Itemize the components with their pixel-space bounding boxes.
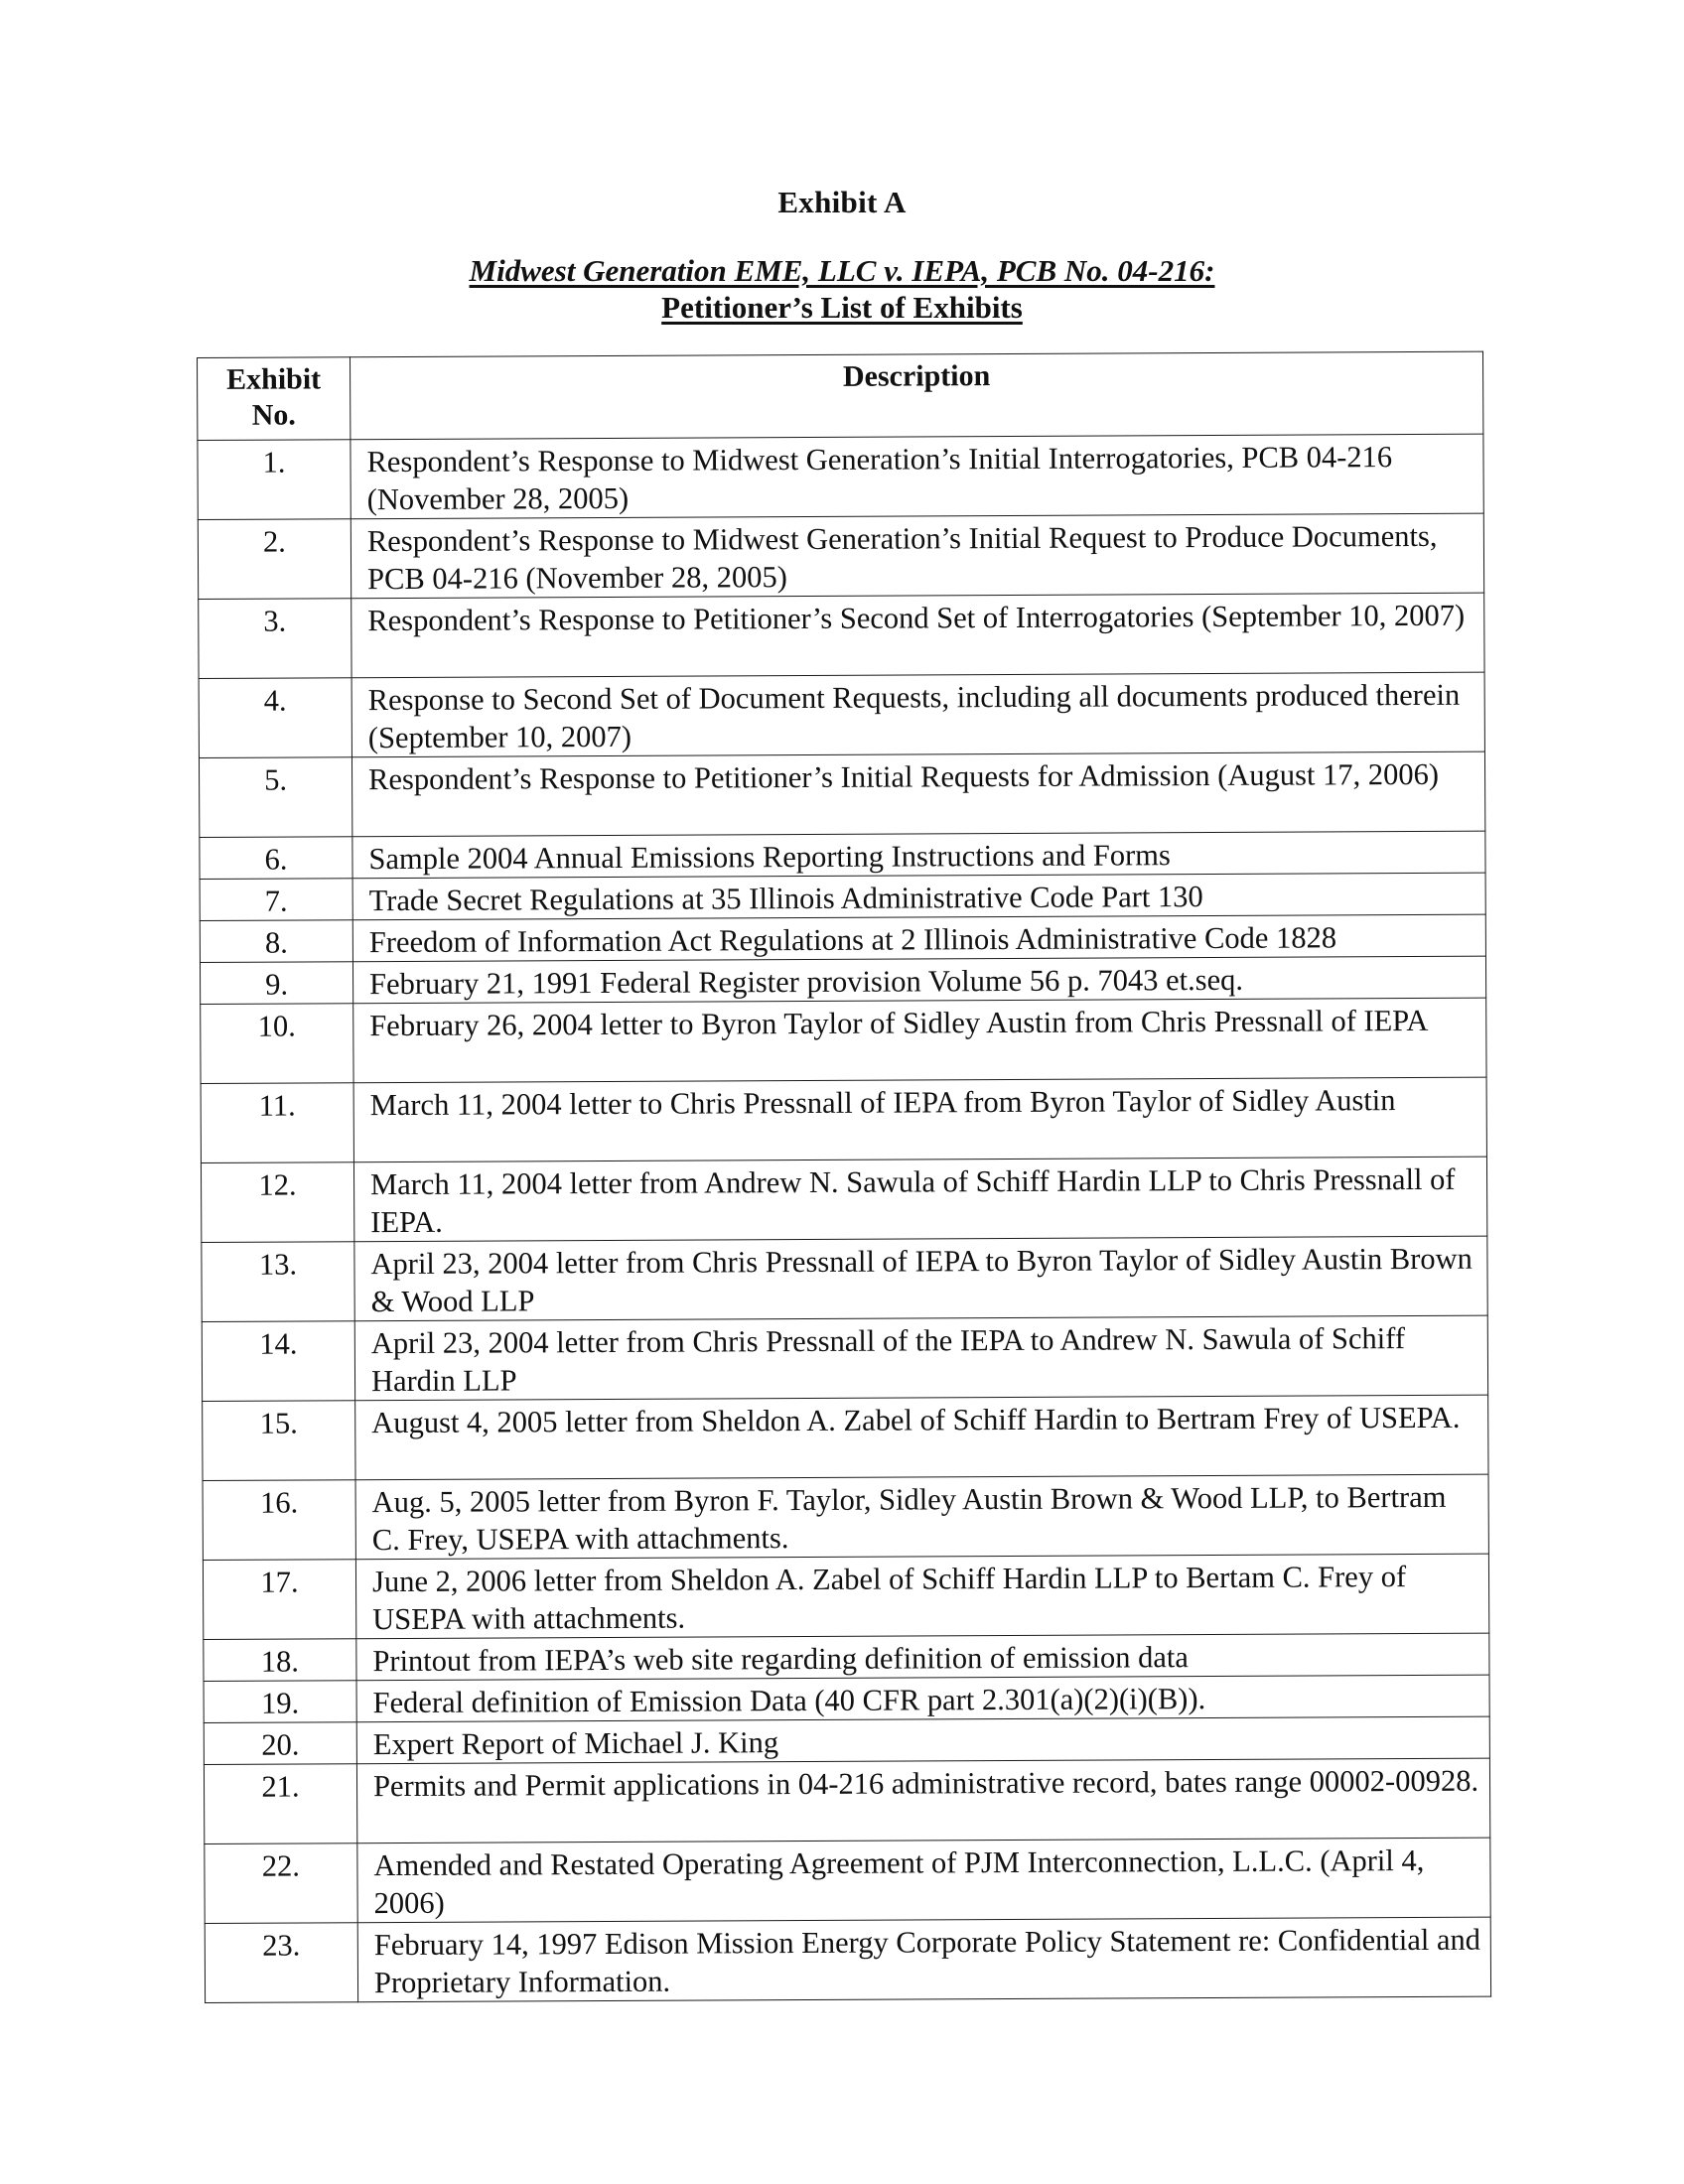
table-row — [199, 751, 1484, 837]
exhibit-number: 19. — [204, 1681, 356, 1723]
table-row — [200, 831, 1485, 879]
exhibit-number: 17. — [203, 1560, 355, 1640]
exhibit-number: 9. — [200, 962, 352, 1005]
table-row — [200, 956, 1485, 1004]
table-row — [198, 434, 1483, 519]
exhibit-description: April 23, 2004 letter from Chris Pressnall of the IEPA to Andrew N. Sawula of Schiff Hardin LLP — [354, 1315, 1487, 1401]
table-header-row — [198, 351, 1483, 440]
table-row — [201, 998, 1486, 1083]
table-row — [202, 1315, 1487, 1401]
exhibit-description: Federal definition of Emission Data (40 CFR part 2.301(a)(2)(i)(B)). — [356, 1675, 1489, 1722]
exhibit-description: Respondent’s Response to Petitioner’s Initial Requests for Admission (August 17, 2006) — [351, 751, 1484, 837]
exhibit-number: 3. — [199, 599, 351, 679]
table-row — [205, 1917, 1490, 2002]
exhibit-description: August 4, 2005 letter from Sheldon A. Zabel of Schiff Hardin to Bertram Frey of USEPA. — [355, 1395, 1488, 1480]
exhibit-number: 20. — [204, 1722, 356, 1765]
exhibit-number: 13. — [202, 1242, 354, 1322]
exhibit-description: March 11, 2004 letter to Chris Pressnall of IEPA from Byron Taylor of Sidley Austin — [353, 1077, 1486, 1162]
exhibit-number: 12. — [201, 1162, 353, 1243]
exhibit-description: February 21, 1991 Federal Register provision Volume 56 p. 7043 et.seq. — [352, 956, 1485, 1004]
exhibit-title: Exhibit A — [777, 185, 907, 219]
exhibits-table — [197, 351, 1491, 2003]
table-row — [204, 1675, 1489, 1722]
table-row — [200, 914, 1485, 962]
exhibit-description: Aug. 5, 2005 letter from Byron F. Taylor, Sidley Austin Brown & Wood LLP, to Bertram C. Frey, USEPA with attachments. — [355, 1474, 1488, 1560]
exhibit-number: 22. — [205, 1843, 357, 1924]
exhibit-description: Respondent’s Response to Petitioner’s Second Set of Interrogatories (September 10, 2007) — [351, 593, 1484, 678]
table-row — [203, 1395, 1488, 1480]
exhibit-rows — [198, 434, 1491, 2002]
exhibit-description: Sample 2004 Annual Emissions Reporting Instructions and Forms — [352, 831, 1485, 879]
exhibit-number: 18. — [204, 1639, 356, 1682]
table-row — [199, 672, 1484, 757]
exhibit-number: 8. — [200, 920, 352, 963]
table-row — [203, 1474, 1488, 1560]
exhibit-description: March 11, 2004 letter from Andrew N. Sawula of Schiff Hardin LLP to Chris Pressnall of IEPA. — [353, 1157, 1486, 1242]
table-row — [202, 1236, 1487, 1321]
exhibit-description: February 26, 2004 letter to Byron Taylor of Sidley Austin from Chris Pressnall of IEPA — [353, 998, 1486, 1083]
exhibit-description: Freedom of Information Act Regulations at 2 Illinois Administrative Code 1828 — [352, 914, 1485, 962]
exhibit-description: Amended and Restated Operating Agreement of PJM Interconnection, L.L.C. (April 4, 2006) — [357, 1838, 1490, 1923]
exhibit-description: Response to Second Set of Document Requests, including all documents produced therein (September 10, 2007) — [351, 672, 1484, 757]
table-row — [205, 1838, 1490, 1923]
exhibit-number: 6. — [200, 837, 352, 880]
exhibit-description: Permits and Permit applications in 04-216 administrative record, bates range 00002-00928. — [356, 1758, 1489, 1843]
exhibit-number: 4. — [199, 678, 351, 758]
exhibit-description: Printout from IEPA’s web site regarding definition of emission data — [356, 1633, 1489, 1681]
exhibit-number: 23. — [205, 1923, 357, 2003]
exhibit-number: 7. — [200, 879, 352, 921]
exhibit-description: February 14, 1997 Edison Mission Energy Corporate Policy Statement re: Confidential and Proprietary Information. — [357, 1917, 1490, 2002]
table-row — [203, 1554, 1488, 1639]
exhibit-number: 1. — [198, 440, 351, 520]
exhibit-number: 15. — [203, 1401, 355, 1481]
table-row — [201, 1077, 1486, 1162]
exhibit-description: June 2, 2006 letter from Sheldon A. Zabel of Schiff Hardin LLP to Bertam C. Frey of USEPA with attachments. — [355, 1554, 1488, 1639]
exhibit-number: 2. — [198, 519, 351, 600]
exhibit-description: Trade Secret Regulations at 35 Illinois Administrative Code Part 130 — [352, 873, 1485, 920]
exhibit-number: 11. — [201, 1083, 353, 1163]
table-row — [204, 1758, 1489, 1843]
column-header-description: Description — [351, 351, 1483, 440]
table-row — [204, 1633, 1489, 1681]
exhibit-number: 21. — [204, 1764, 356, 1844]
exhibit-description: Respondent’s Response to Midwest Generation’s Initial Interrogatories, PCB 04-216 (November 28, 2005) — [351, 434, 1483, 519]
table-row — [199, 593, 1484, 678]
exhibit-description: Expert Report of Michael J. King — [356, 1716, 1489, 1764]
list-heading: Petitioner’s List of Exhibits — [661, 290, 1023, 325]
exhibit-number: 5. — [199, 757, 351, 838]
exhibit-description: Respondent’s Response to Midwest Generation’s Initial Request to Produce Documents, PCB 04-216 (November 28, 2005) — [351, 513, 1483, 599]
table-row — [201, 1157, 1486, 1242]
table-row — [198, 513, 1483, 599]
exhibit-number: 16. — [203, 1480, 355, 1561]
column-header-exhibit-no: Exhibit No. — [198, 357, 351, 441]
exhibit-number: 10. — [201, 1004, 353, 1084]
table-row — [204, 1716, 1489, 1764]
exhibit-number: 14. — [202, 1321, 354, 1402]
case-caption: Midwest Generation EME, LLC v. IEPA, PCB No. 04-216: — [469, 253, 1215, 288]
table-row — [200, 873, 1485, 920]
exhibit-description: April 23, 2004 letter from Chris Pressnall of IEPA to Byron Taylor of Sidley Austin Brown & Wood LLP — [354, 1236, 1487, 1321]
